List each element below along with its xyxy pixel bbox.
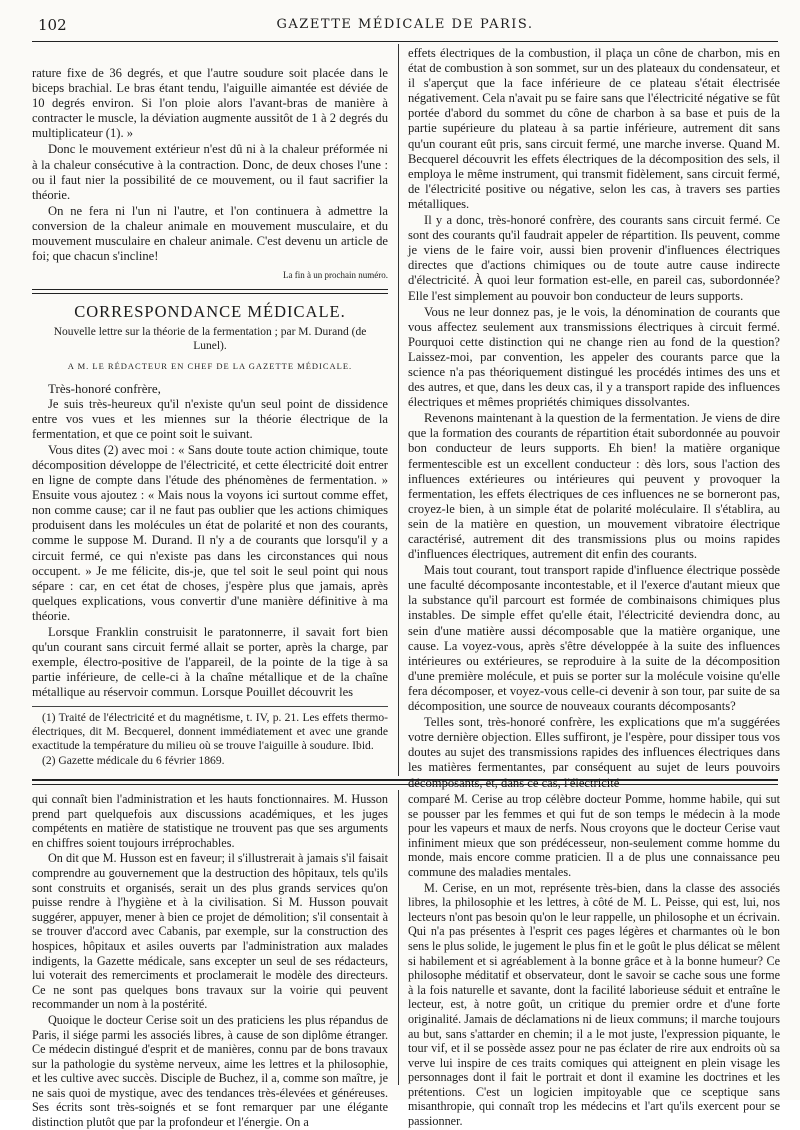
paragraph: Quoique le docteur Cerise soit un des praticiens les plus répandus de Paris, il siége parmi les associés libres, à cause de son diplôme étranger. Ce médecin distingué d'esprit et de manières, connu par de bons travaux sur la pathologie du système nerveux, aime les lettres et la philosophie, et les cultive avec succès. Disciple de Buchez, il a, comme son maître, je ne sais quoi de mystique, avec des tendances très-élevées et généreuses. Ses écrits sont très-soignés et se font remarquer par une élégante distinction plutôt que par la profondeur et l'énergie. On a: [32, 1012, 388, 1130]
paragraph: Revenons maintenant à la question de la fermentation. Je viens de dire que la formation des courants de répartition était subordonnée au pouvoir bon conducteur de leurs supports. Eh bien! la matière organique fermentescible est un excellent conducteur : dès lors, sous l'action des influences extérieures ou intérieures qui peuvent y provoquer la fermentation, les effets électriques de ces influences ne se borneront pas, croyez-le bien, à un simple état de polarité moléculaire. Il s'établira, au sein de la matière en question, un mouvement vibratoire électrique caractérisé, autrement dit des transmissions plus ou moins rapides d'influences électriques, autrement dit enfin des courants.: [408, 411, 780, 562]
bottom-left-column: [32, 792, 388, 1130]
page-number: 102: [38, 16, 67, 34]
paragraph: Lorsque Franklin construisit le paratonnerre, il savait fort bien qu'un courant sans circuit fermé allait se porter, après la charge, par exemple, électro-positive de l'appareil, de la pointe de la tige à sa partie inférieure, de celle-ci à la chaîne métallique et de la chaîne métallique au réservoir commun. Lorsque Pouillet découvrit les: [32, 625, 388, 700]
paragraph: qui connaît bien l'administration et les hauts fonctionnaires. M. Husson prend part quelquefois aux discussions académiques, et les juges compétents en matière de statistique ne trouvent pas que ses arguments en chiffres soient toujours irréprochables.: [32, 792, 388, 850]
paragraph: On ne fera ni l'un ni l'autre, et l'on continuera à admettre la conversion de la chaleur animale en mouvement musculaire, et du mouvement musculaire en chaleur animale. C'est devenu un article de foi; que chacun s'incline!: [32, 203, 388, 264]
left-column: [32, 66, 388, 768]
column-rule: [398, 44, 399, 776]
paragraph: Il y a donc, très-honoré confrère, des courants sans circuit fermé. Ce sont des courants qu'il faudrait appeler de répartition. Ils peuvent, comme je viens de le faire voir, aussi bien provenir d'influences électriques directes que d'actions chimiques ou de toute autre cause indirecte d'électricité. À quoi leur formation est-elle, en pareil cas, subordonnée? Elle l'est simplement au pouvoir bon conducteur de leurs supports.: [408, 213, 780, 303]
paragraph: comparé M. Cerise au trop célèbre docteur Pomme, homme habile, qui sut se pousser par les femmes et qui fut de son temps le médecin à la mode pour les vapeurs et maux de nerfs. Nous croyons que le docteur Cerise vaut infiniment mieux que son prédécesseur, non-seulement comme homme du monde, mais encore comme praticien. Il a de plus une connaissance peu commune des maladies mentales.: [408, 792, 780, 879]
column-rule-bottom: [398, 790, 399, 1085]
paragraph: Donc le mouvement extérieur n'est dû ni à la chaleur préformée ni à la chaleur consécutive à la contraction. Donc, de deux choses l'une : ou il faut nier la possibilité de ce mouvement, ou il faut sacrifier la théorie.: [32, 142, 388, 202]
paragraph: Mais tout courant, tout transport rapide d'influence électrique possède une faculté décomposante incontestable, et il l'exerce d'autant mieux que la substance qu'il parcourt est formée de combinaisons chimiques plus instables. De simple effet qu'elle était, l'électricité deviendra donc, au sein d'une matière aussi décomposable que la matière organique, une cause. La voyez-vous, après s'être développée à la suite des influences intérieures ou extérieures, se reproduire à la suite de la décomposition d'une première molécule, et puis se porter sur la molécule voisine qu'elle fera décomposer, et voyez-vous celle-ci devenir à son tour, par suite de sa décomposition, une source de nouveaux courants décomposants?: [408, 563, 780, 714]
addressee-line: A M. LE RÉDACTEUR EN CHEF DE LA GAZETTE MÉDICALE.: [67, 361, 353, 372]
paragraph: rature fixe de 36 degrés, et que l'autre soudure soit placée dans le biceps brachial. Le bras étant tendu, l'aiguille aimantée est déviée de 10 degrés environ. Si l'on ploie alors l'avant-bras de manière à contracter le muscle, la déviation augmente aussitôt de 1 à 2 degrés du multiplicateur (1). »: [32, 66, 388, 141]
footnote: (2) Gazette médicale du 6 février 1869.: [42, 753, 225, 767]
paragraph: M. Cerise, en un mot, représente très-bien, dans la classe des associés libres, la philosophie et les lettres, à côté de M. L. Peisse, qui est, lui, nos lecteurs n'ont pas besoin qu'on le leur rappelle, un philosophe et un écrivain. Qui n'a pas présentes à l'esprit ces pages légères et charmantes où le bon sens le plus solide, le jugement le plus fin et le goût le plus délicat se mêlent si habilement et si agréablement à la bonne grâce et à la bonne humeur? Ce philosophe méditatif et observateur, dont le savoir se cache sous une forme à la fois naturelle et savante, dont la facilité laborieuse séduit et entraîne le lecteur, est, à notre goût, un critique du premier ordre et d'une forte originalité. Jamais de déclamations ni de lieux communs; il marche toujours au but, sans s'attarder en chemin; il a le mot juste, l'expression piquante, le tour vif, et il se possède assez pour ne pas éclater de rire aux endroits où sa verve lui inspire de ces traits comiques qui atteignent en plein visage les personnages dont il fait le portrait et dont il examine les doctrines et les prétentions. C'est un logicien impitoyable que ce sceptique sans misanthropie, qui connaît trop les médecins et l'art qu'ils exercent pour se passionner.: [408, 880, 780, 1129]
salutation: Très-honoré confrère,: [48, 380, 161, 396]
paragraph: Je suis très-heureux qu'il n'existe qu'un seul point de dissidence entre vos vues et les miennes sur la théorie électrique de la fermentation, et que ce point soit le suivant.: [32, 396, 388, 441]
paragraph: Telles sont, très-honoré confrère, les explications que m'a suggérées votre dernière objection. Elles suffiront, je l'espère, pour dissiper tous vos doutes au sujet des transmissions rapides des influences électriques dans les matières fermentantes, par conséquent au sujet de leurs pouvoirs décomposants, et, dans ce cas, l'électricité: [408, 715, 780, 790]
paragraph: Vous dites (2) avec moi : « Sans doute toute action chimique, toute décomposition développe de l'électricité, et cette électricité doit entrer en ligne de compte dans l'étude des phénomènes de fermentation. » Ensuite vous ajoutez : « Mais nous la voyons ici surtout comme effet, non comme cause; car il ne faut pas oublier que les actions chimiques produisent dans les molécules un état de polarité et non des courants, comme le suppose M. Durand. Il n'y a de courants que lorsqu'il y a circuit fermé, ce qui n'existe pas dans les circonstances qui nous occupent. » Je me félicite, dis-je, que tel soit le seul point qui nous sépare : car, en cet état de choses, j'espère plus que jamais, après quelques explications, vous convertir d'une manière définitive à ma théorie.: [32, 442, 388, 623]
section-title: CORRESPONDANCE MÉDICALE.: [74, 302, 346, 322]
footnotes: [32, 711, 388, 767]
section-subtitle: Nouvelle lettre sur la théorie de la fermentation ; par M. Durand (de Lunel).: [53, 326, 367, 353]
footnote: (1) Traité de l'électricité et du magnétisme, t. IV, p. 21. Les effets thermo-électriques, dit M. Becquerel, donnent immédiatement et avec une grande exactitude la température du milieu où se trouve l'aiguille à soudure. Ibid.: [32, 711, 388, 753]
section-rule-thin: [32, 784, 778, 785]
paragraph: On dit que M. Husson est en faveur; il s'illustrerait à jamais s'il faisait comprendre au gouvernement que la destruction des hôpitaux, tels qu'ils sont construits et organisés, serait un des plus grands services qu'on puisse rendre à l'hygiène et à la civilisation. Si M. Husson pouvait suggérer, appuyer, mener à bien ce projet de démolition; s'il consentait à se trouver d'accord avec Cabanis, par exemple, sur la construction des hospices, hôpitaux et asiles ouverts par l'administration aux malades indigents, la Gazette médicale, sans excepter un seul de ses rédacteurs, lui voterait des remerciments et proclamerait le modèle des directeurs. Ce ne sont pas quelques bons travaux sur la voirie qui peuvent recommander un nom à la postérité.: [32, 851, 388, 1012]
page-header: [32, 14, 778, 38]
section-rule: [32, 779, 778, 781]
paragraph: Vous ne leur donnez pas, je le vois, la dénomination de courants que vous affectez seulement aux transmissions électriques à circuit fermé. Pourquoi cette distinction qui ne change rien au fond de la question? Laissez-moi, par convention, les appeler des courants parce que la science n'a pas théoriquement distingué les procédés intimes des uns et des autres, et que, dans les deux cas, il y a transport rapide des influences électriques et mêmes propriétés chimiques dissolvantes.: [408, 304, 780, 410]
bottom-right-column: [408, 792, 780, 1129]
paragraph: effets électriques de la combustion, il plaça un cône de charbon, mis en état de combustion à son sommet, sur un des plateaux du condensateur, et il s'aperçut que la face inférieure de ce plateau s'était électrisée négativement. Cela n'avait pu se faire sans que l'électricité négative se fût portée d'abord du sommet du cône de charbon à sa base et puis de la partie supérieure du plateau à sa partie inférieure, autrement dit sans qu'un courant eût pris, sans circuit fermé, une marche inverse. Quand M. Becquerel découvrit les effets électriques de la décomposition des sels, il employa le même instrument, qui transmit fidèlement, sans circuit fermé, de l'électricité positive ou négative, selon les cas, à travers ses parties métalliques.: [408, 46, 780, 211]
header-rule: [32, 41, 778, 42]
journal-title: GAZETTE MÉDICALE DE PARIS.: [276, 17, 534, 32]
continuation-note: La fin à un prochain numéro.: [283, 270, 388, 281]
right-column: [408, 46, 780, 791]
footnote-rule: [32, 706, 388, 707]
section-divider: [32, 289, 388, 294]
